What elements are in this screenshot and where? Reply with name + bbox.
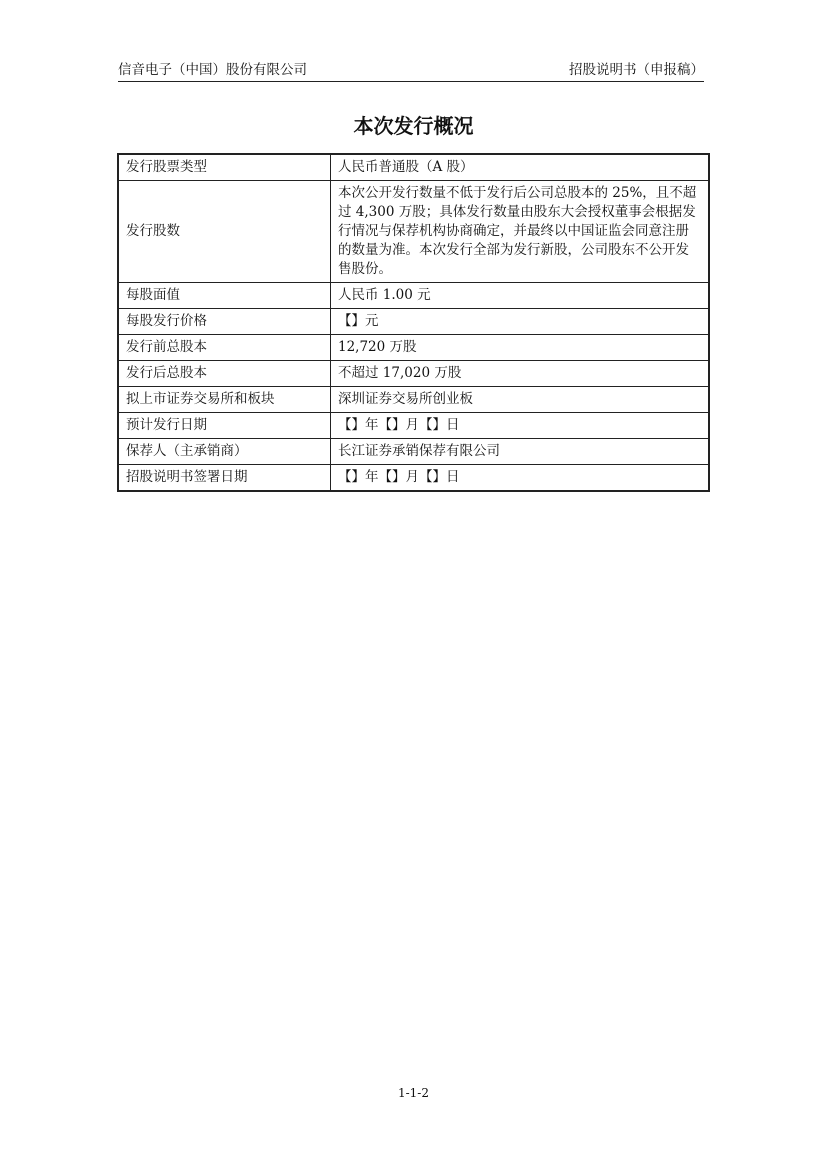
row-value: 人民币普通股（A 股） <box>331 154 710 181</box>
row-label: 预计发行日期 <box>118 413 331 439</box>
row-value: 【】年【】月【】日 <box>331 413 710 439</box>
table-row <box>118 413 709 439</box>
row-value: 不超过 17,020 万股 <box>331 361 710 387</box>
page-header <box>118 58 704 82</box>
row-label: 发行股票类型 <box>118 154 331 181</box>
row-label: 发行前总股本 <box>118 335 331 361</box>
row-value: 本次公开发行数量不低于发行后公司总股本的 25%，且不超过 4,300 万股；具体发行数量由股东大会授权董事会根据发行情况与保荐机构协商确定，并最终以中国证监会同意注册的数量为准。本次发行全部为发行新股，公司股东不公开发售股份。 <box>331 181 710 283</box>
offering-summary-table <box>117 153 710 492</box>
table-row <box>118 154 709 181</box>
row-label: 招股说明书签署日期 <box>118 465 331 492</box>
table-row <box>118 465 709 492</box>
table-row <box>118 181 709 283</box>
header-company-name: 信音电子（中国）股份有限公司 <box>118 62 307 78</box>
row-value: 12,720 万股 <box>331 335 710 361</box>
table-row <box>118 309 709 335</box>
row-label: 发行股数 <box>118 181 331 283</box>
row-value: 深圳证券交易所创业板 <box>331 387 710 413</box>
table-row <box>118 335 709 361</box>
page-number: 1-1-2 <box>397 1086 429 1100</box>
row-label: 拟上市证券交易所和板块 <box>118 387 331 413</box>
table-row <box>118 439 709 465</box>
table-row <box>118 361 709 387</box>
row-value: 【】元 <box>331 309 710 335</box>
table-row <box>118 283 709 309</box>
row-value: 【】年【】月【】日 <box>331 465 710 492</box>
header-document-type: 招股说明书（申报稿） <box>569 62 704 78</box>
table-row <box>118 387 709 413</box>
row-label: 发行后总股本 <box>118 361 331 387</box>
row-label: 每股发行价格 <box>118 309 331 335</box>
row-value: 人民币 1.00 元 <box>331 283 710 309</box>
row-value: 长江证券承销保荐有限公司 <box>331 439 710 465</box>
row-label: 每股面值 <box>118 283 331 309</box>
page-title: 本次发行概况 <box>353 114 474 138</box>
row-label: 保荐人（主承销商） <box>118 439 331 465</box>
